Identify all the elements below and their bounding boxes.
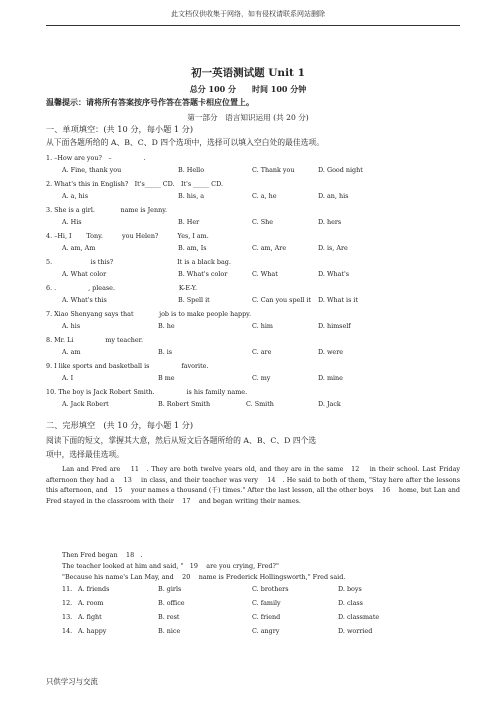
question-option: B. Spell it xyxy=(178,296,210,304)
question-option: A. Fine, thank you xyxy=(62,166,122,174)
part-title: 第一部分 语言知识运用 (共 20 分) xyxy=(187,113,309,122)
question-option: B. Robert Smith xyxy=(158,400,211,408)
question-option: D. What is it xyxy=(318,296,359,304)
cloze-line-20: "Because his name's Lan May, and 20 name is Frederick Hollingsworth," Fred said. xyxy=(62,573,346,581)
question-option: B. is xyxy=(158,348,173,356)
question-option: C. She xyxy=(252,218,274,226)
question-option: C. am, Are xyxy=(252,244,287,252)
question-option: C. are xyxy=(252,348,272,356)
question-option: B me xyxy=(158,374,175,382)
question-option: B. What's color xyxy=(178,270,228,278)
question-stem: 1. –How are you? – . xyxy=(46,154,146,162)
cloze-option: C. angry xyxy=(252,627,280,635)
cloze-passage: Lan and Fred are 11 . They are both twelve years old, and they are in the same 12 in their school. Last Friday afternoon they had a 13 in class, and their teacher was very 14 . He said to both of them, "Stay here after the lessons this afternoon, and 15 your names a thousand (千) times." After the last lesson, all the other boys 16 home, but Lan and Fred stayed in the classroom with their 17 and began writing their names. xyxy=(46,465,460,505)
question-option: A. his xyxy=(62,322,81,330)
question-stem: 10. The boy is Jack Robert Smith. is his family name. xyxy=(46,388,248,396)
question-option: B. Her xyxy=(178,218,200,226)
cloze-option: A. friends xyxy=(78,585,110,593)
cloze-item-number: 14. xyxy=(62,627,73,635)
question-option: D. hers xyxy=(318,218,342,226)
question-option: C. Thank you xyxy=(252,166,295,174)
question-option: D. mine xyxy=(318,374,343,382)
cloze-option: B. office xyxy=(158,599,185,607)
question-option: C. What xyxy=(252,270,278,278)
question-stem: 9. I like sports and basketball is favorite. xyxy=(46,362,209,370)
question-option: C. Smith xyxy=(246,400,274,408)
question-option: A. What's this xyxy=(62,296,107,304)
question-option: A. a, his xyxy=(62,192,88,200)
section2-heading: 二、完形填空 (共 10 分，每小题 1 分) xyxy=(46,420,194,430)
question-option: A. am xyxy=(62,348,81,356)
cloze-option: B. rest xyxy=(158,613,180,621)
question-option: D. an, his xyxy=(318,192,349,200)
section1-heading: 一、单项填空：(共 10 分，每小题 1 分) xyxy=(46,124,194,134)
cloze-line-18: Then Fred began 18 . xyxy=(62,551,143,559)
question-stem: 6. . , please. K-E-Y. xyxy=(46,284,198,292)
cloze-option: A. happy xyxy=(78,627,107,635)
section1-instruction: 从下面各题所给的 A、B、C、D 四个选项中，选择可以填入空白处的最佳选项。 xyxy=(46,138,325,147)
page-footer: 只供学习与交流 xyxy=(46,677,98,686)
question-option: D. were xyxy=(318,348,344,356)
question-option: B. he xyxy=(158,322,175,330)
question-option: C. my xyxy=(252,374,271,382)
header-divider xyxy=(46,25,460,26)
cloze-option: A. fight xyxy=(78,613,102,621)
cloze-item-number: 13. xyxy=(62,613,73,621)
cloze-option: B. nice xyxy=(158,627,181,635)
cloze-option: C. friend xyxy=(252,613,281,621)
cloze-option: D. worried xyxy=(338,627,373,635)
question-option: B. Hello xyxy=(178,166,205,174)
question-option: D. What's xyxy=(318,270,350,278)
cloze-option: C. family xyxy=(252,599,281,607)
question-option: D. himself xyxy=(318,322,351,330)
question-option: D. Good night xyxy=(318,166,363,174)
warm-tip: 温馨提示：请将所有答案按序号作答在答题卡相应位置上。 xyxy=(46,97,254,107)
question-stem: 7. Xiao Shenyang says that job is to make people happy. xyxy=(46,310,251,318)
exam-title: 初一英语测试题 Unit 1 xyxy=(191,67,305,79)
question-option: A. What color xyxy=(62,270,107,278)
question-stem: 4. –Hi, I Tony. you Helen? Yes, I am. xyxy=(46,232,209,240)
question-option: D. Jack xyxy=(318,400,341,408)
cloze-option: D. boys xyxy=(338,585,362,593)
section2-instruction-line2: 项中，选择最佳选项。 xyxy=(46,450,124,459)
question-option: B. am, Is xyxy=(178,244,207,252)
question-option: C. a, he xyxy=(252,192,277,200)
cloze-option: C. brothers xyxy=(252,585,289,593)
cloze-option: B. girls xyxy=(158,585,182,593)
question-stem: 2. What's this in English? It's_____ CD. It's _____ CD. xyxy=(46,180,223,188)
cloze-option: A. room xyxy=(78,599,104,607)
question-option: B. his, a xyxy=(178,192,205,200)
question-option: A. Jack Robert xyxy=(62,400,109,408)
question-option: D. is, Are xyxy=(318,244,348,252)
cloze-line-19: The teacher looked at him and said, " 19 are you crying, Fred?" xyxy=(62,562,279,570)
question-stem: 3. She is a girl. name is Jenny. xyxy=(46,206,167,214)
question-stem: 8. Mr. Li my teacher. xyxy=(46,336,144,344)
cloze-option: D. class xyxy=(338,599,363,607)
cloze-item-number: 11. xyxy=(62,585,73,593)
question-stem: 5. is this? It is a black bag. xyxy=(46,258,231,266)
question-option: A. His xyxy=(62,218,82,226)
question-option: C. Can you spell it xyxy=(252,296,312,304)
cloze-option: D. classmate xyxy=(338,613,380,621)
question-option: A. I xyxy=(62,374,74,382)
question-option: C. him xyxy=(252,322,273,330)
question-option: A. am, Am xyxy=(62,244,96,252)
score-time-line: 总分 100 分 时间 100 分钟 xyxy=(189,84,307,94)
cloze-item-number: 12. xyxy=(62,599,73,607)
section2-instruction-line1: 阅读下面的短文，掌握其大意，然后从短文后各题所给的 A、B、C、D 四个选 xyxy=(46,436,317,445)
page-header: 此文档仅供收集于网络，如有侵权请联系网站删除 xyxy=(171,10,325,18)
